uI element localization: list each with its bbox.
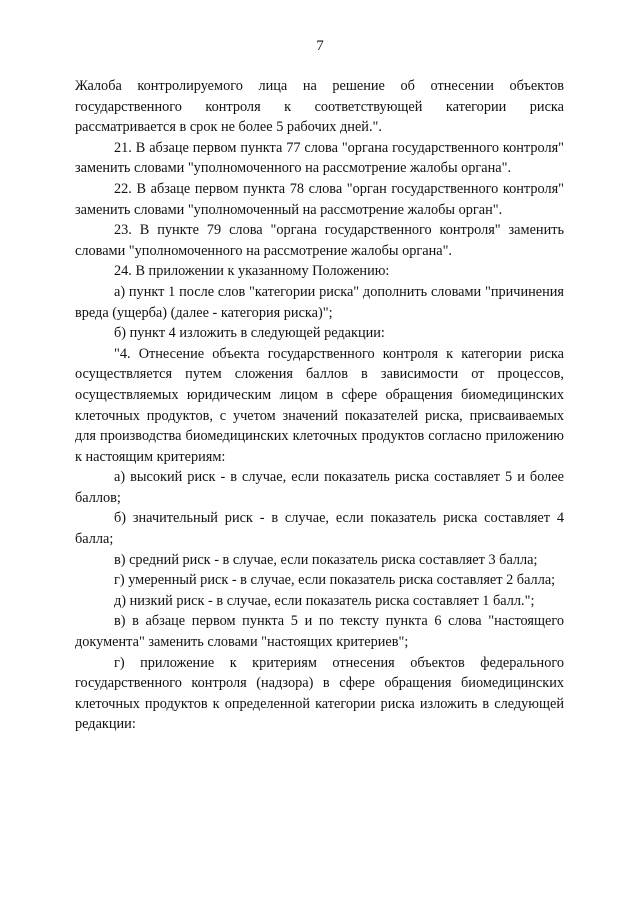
paragraph-subitem-v: в) в абзаце первом пункта 5 и по тексту пункта 6 слова "настоящего документа" заменить словами "настоящих критериев";	[75, 613, 564, 651]
paragraph-item-21: 21. В абзаце первом пункта 77 слова "органа государственного контроля" заменить словами "уполномоченного на рассмотрение жалобы органа".	[75, 139, 564, 177]
paragraph-risk-moderate: г) умеренный риск - в случае, если показатель риска составляет 2 балла;	[114, 572, 556, 589]
page-number: 7	[316, 38, 324, 54]
paragraph-risk-high: а) высокий риск - в случае, если показатель риска составляет 5 и более баллов;	[75, 469, 564, 506]
paragraph-risk-significant: б) значительный риск - в случае, если показатель риска составляет 4 балла;	[75, 510, 564, 548]
paragraph-subitem-b: б) пункт 4 изложить в следующей редакции:	[114, 325, 385, 342]
paragraph-risk-low: д) низкий риск - в случае, если показатель риска составляет 1 балл.";	[114, 592, 535, 609]
paragraph-item-24: 24. В приложении к указанному Положению:	[114, 263, 390, 280]
document-body	[75, 76, 564, 735]
paragraph-subitem-a: а) пункт 1 после слов "категории риска" дополнить словами "причинения вреда (ущерба) (далее - категория риска)";	[75, 283, 564, 321]
paragraph-clause-4: "4. Отнесение объекта государственного контроля к категории риска осуществляется путем сложения баллов в зависимости от процессов, осуществляемых юридическим лицом в сфере обращения биомедицинских клеточных продуктов, с учетом значений показателей риска, присваиваемых для производства биомедицинских клеточных продуктов согласно приложению к настоящим критериям:	[75, 345, 564, 465]
paragraph-risk-medium: в) средний риск - в случае, если показатель риска составляет 3 балла;	[114, 551, 538, 568]
paragraph-item-22: 22. В абзаце первом пункта 78 слова "орган государственного контроля" заменить словами "уполномоченный на рассмотрение жалобы орган".	[75, 180, 564, 218]
paragraph-complaint-continuation: Жалоба контролируемого лица на решение об отнесении объектов государственного контроля к соответствующей категории риска рассматривается в срок не более 5 рабочих дней.".	[75, 78, 564, 136]
paragraph-item-23: 23. В пункте 79 слова "органа государственного контроля" заменить словами "уполномоченного на рассмотрение жалобы органа".	[75, 222, 564, 259]
paragraph-subitem-g: г) приложение к критериям отнесения объектов федерального государственного контроля (надзора) в сфере обращения биомедицинских клеточных продуктов к определенной категории риска изложить в следующей редакции:	[75, 654, 564, 733]
